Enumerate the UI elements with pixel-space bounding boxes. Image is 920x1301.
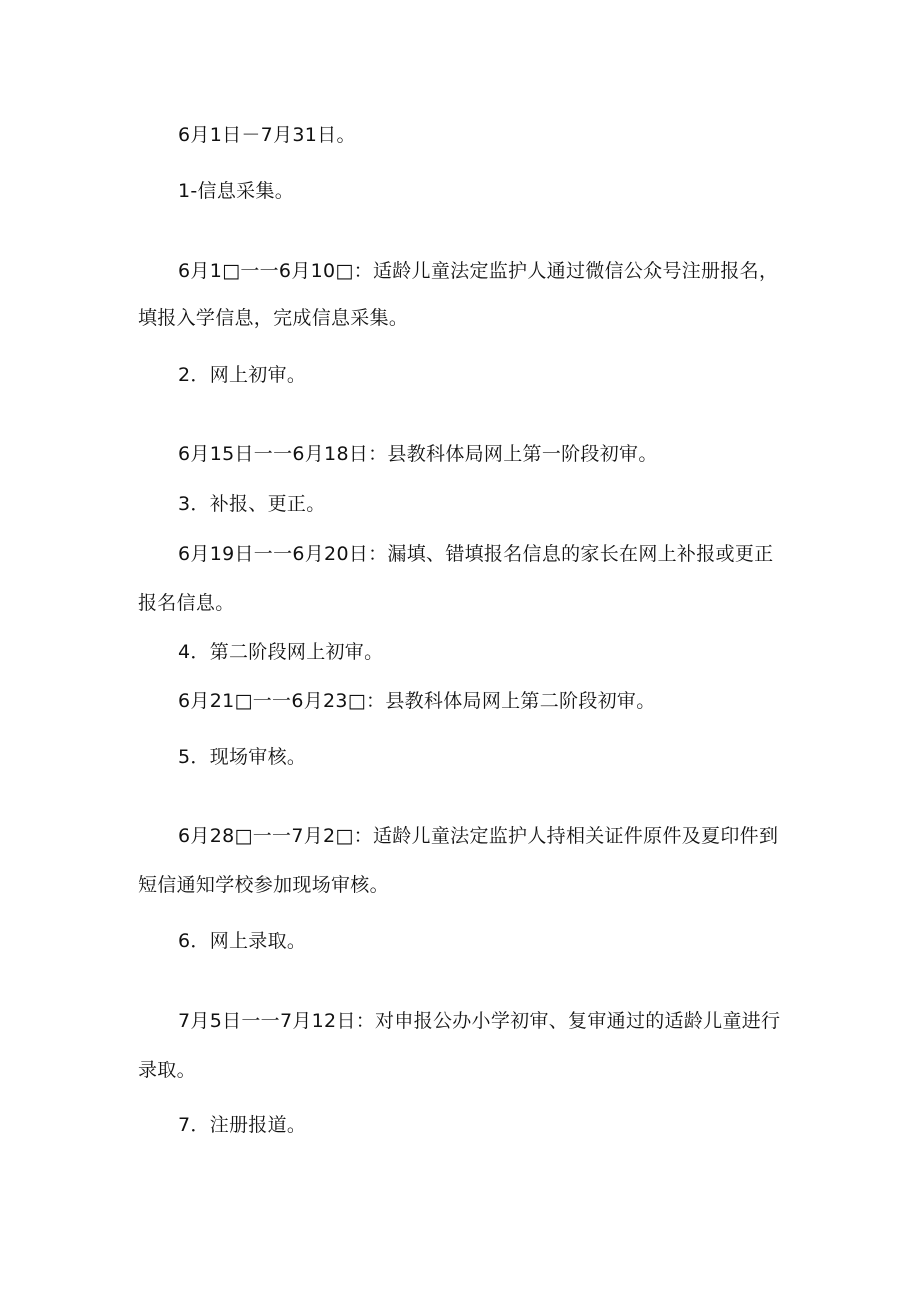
step-3-detail-line-1: 6月19日一一6月20日：漏填、错填报名信息的家长在网上补报或更正 [178,543,774,565]
step-6-detail-line-2: 录取。 [138,1059,196,1081]
step-5-heading: 5．现场审核。 [178,746,307,768]
step-1-heading: 1-信息采集。 [178,180,295,202]
step-4-heading: 4．第二阶段网上初审。 [178,641,384,663]
step-3-heading: 3．补报、更正。 [178,493,326,515]
step-4-detail: 6月21□一一6月23□：县教科体局网上第二阶段初审。 [178,690,656,712]
step-1-detail-line-2: 填报入学信息，完成信息采集。 [138,307,409,329]
step-5-detail-line-1: 6月28□一一7月2□：适龄儿童法定监护人持相关证件原件及夏印件到 [178,825,779,847]
step-7-heading: 7．注册报道。 [178,1114,307,1136]
step-3-detail-line-2: 报名信息。 [138,592,235,614]
step-1-detail-line-1: 6月1□一一6月10□：适龄儿童法定监护人通过微信公众号注册报名， [178,260,779,282]
period-line: 6月1日－7月31日。 [178,124,356,146]
step-2-detail: 6月15日一一6月18日：县教科体局网上第一阶段初审。 [178,443,658,465]
step-2-heading: 2．网上初审。 [178,364,307,386]
step-6-heading: 6．网上录取。 [178,930,307,952]
step-6-detail-line-1: 7月5日一一7月12日：对申报公办小学初审、复审通过的适龄儿童进行 [178,1010,781,1032]
step-5-detail-line-2: 短信通知学校参加现场审核。 [138,874,389,896]
